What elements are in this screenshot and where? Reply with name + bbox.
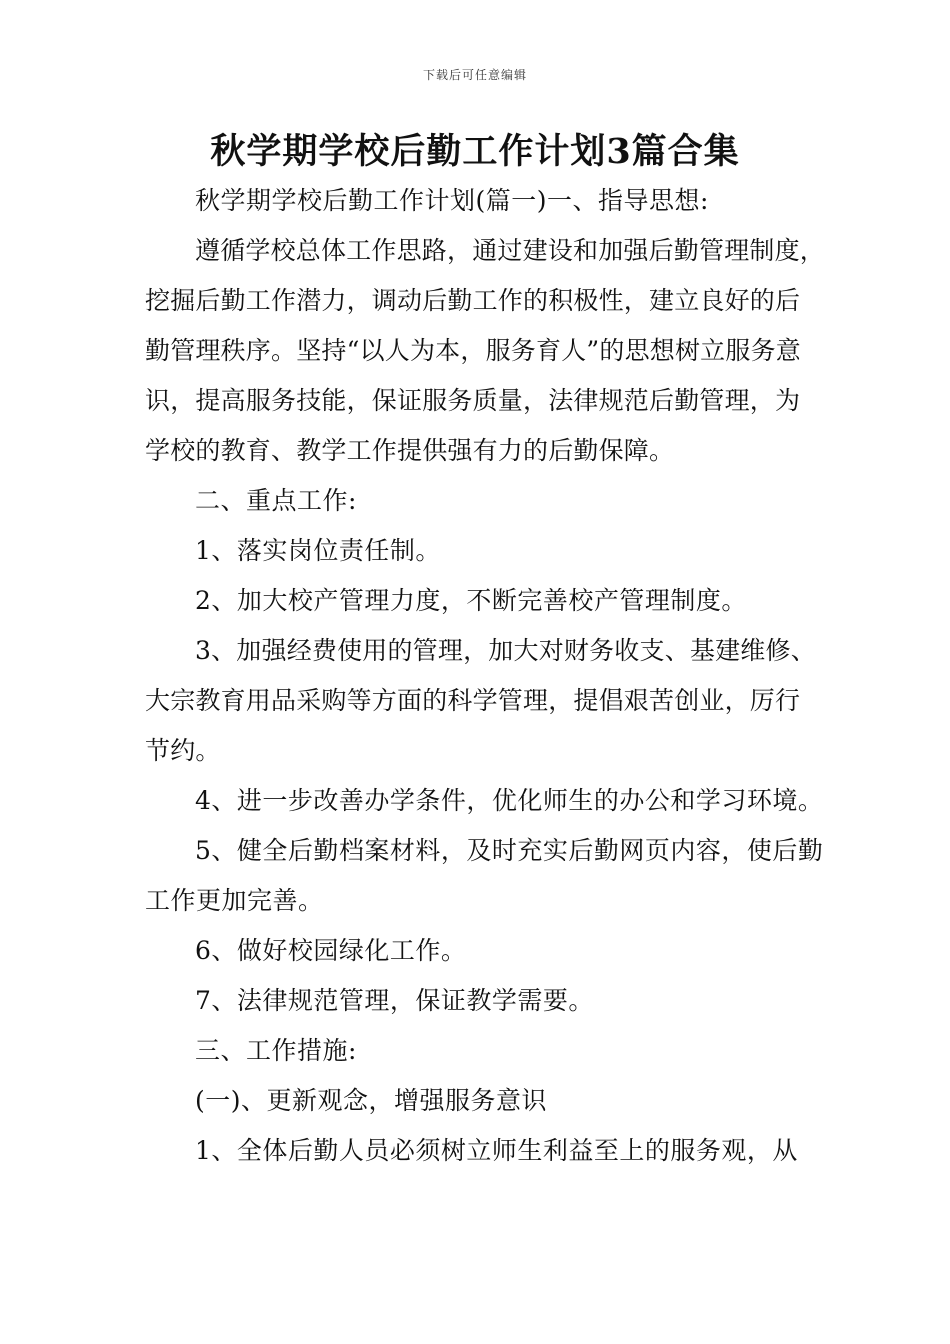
paragraph-measures-item-1: 1、全体后勤人员必须树立师生利益至上的服务观，从 [195,1136,798,1165]
header-note: 下载后可任意编辑 [422,68,527,82]
document-title: 秋学期学校后勤工作计划3篇合集 [210,131,740,172]
paragraph-item-2: 2、加大校产管理力度，不断完善校产管理制度。 [195,586,747,615]
paragraph-measures-heading: 三、工作措施: [195,1036,357,1065]
paragraph-item-1: 1、落实岗位责任制。 [195,536,441,565]
paragraph-item-6: 6、做好校园绿化工作。 [195,936,467,965]
paragraph-item-3: 3、加强经费使用的管理，加大对财务收支、基建维修、大宗教育用品采购等方面的科学管理，提倡艰苦创业，厉行节约。 [145,636,816,765]
paragraph-guiding-thought: 遵循学校总体工作思路，通过建设和加强后勤管理制度，挖掘后勤工作潜力，调动后勤工作的积极性，建立良好的后勤管理秩序。坚持“以人为本，服务育人”的思想树立服务意识，提高服务技能，保证服务质量，法律规范后勤管理，为学校的教育、教学工作提供强有力的后勤保障。 [145,236,826,465]
paragraph-item-7: 7、法律规范管理，保证教学需要。 [195,986,594,1015]
paragraph-measures-sub-1: (一)、更新观念，增强服务意识 [195,1086,548,1115]
paragraph-intro: 秋学期学校后勤工作计划(篇一)一、指导思想: [195,186,709,215]
paragraph-key-work-heading: 二、重点工作: [195,486,357,515]
document-body [145,176,825,1176]
paragraph-item-4: 4、进一步改善办学条件，优化师生的办公和学习环境。 [195,786,824,815]
paragraph-item-5: 5、健全后勤档案材料，及时充实后勤网页内容，使后勤工作更加完善。 [145,836,824,915]
